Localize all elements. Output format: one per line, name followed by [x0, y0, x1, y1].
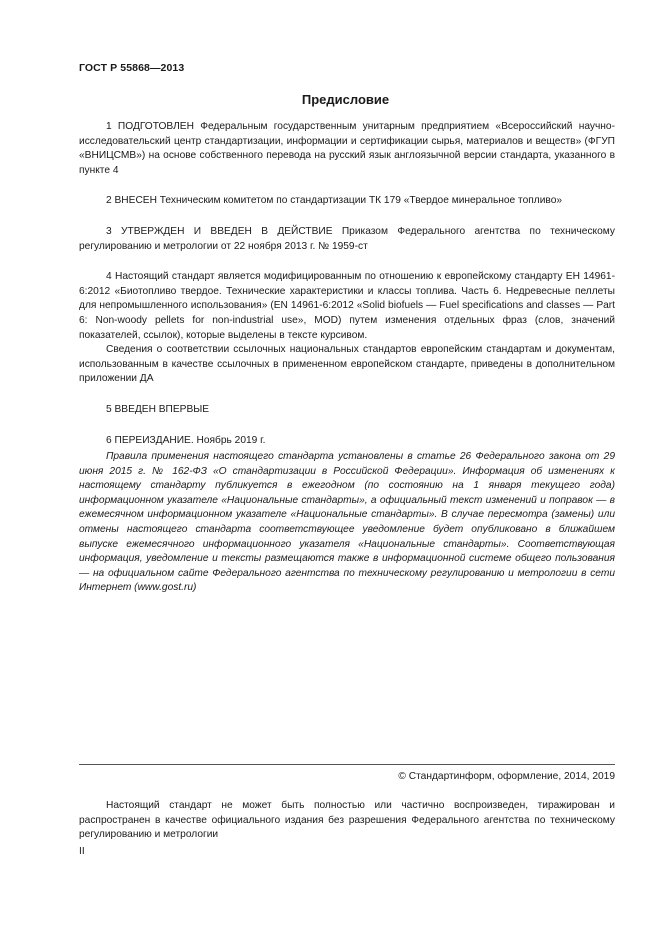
paragraph-2: 2 ВНЕСЕН Техническим комитетом по стандартизации ТК 179 «Твердое минеральное топливо» — [106, 195, 563, 207]
page-number: II — [79, 846, 85, 857]
page-title: Предисловие — [301, 92, 390, 107]
paragraph-3: 3 УТВЕРЖДЕН И ВВЕДЕН В ДЕЙСТВИЕ Приказом Федерального агентства по техническому регулированию и метрологии от 22 ноября 2013 г. № 1959-ст — [79, 225, 615, 252]
reproduction-notice: Настоящий стандарт не может быть полностью или частично воспроизведен, тиражирован и распространен в качестве официального издания без разрешения Федерального агентства по техническому регулированию и метрологии — [79, 800, 615, 841]
paragraph-4-references: Сведения о соответствии ссылочных национальных стандартов европейским стандартам и документам, использованным в качестве ссылочных в примененном европейском стандарте, приведены в дополнительном приложении ДА — [79, 344, 615, 385]
paragraph-1: 1 ПОДГОТОВЛЕН Федеральным государственным унитарным предприятием «Всероссийский научно-исследовательский центр стандартизации, информации и сертификации сырья, материалов и веществ» (ФГУП «ВНИЦСМВ») на основе собственного перевода на русский язык англоязычной версии стандарта, указанного в пункте 4 — [79, 121, 615, 176]
rules-note: Правила применения настоящего стандарта установлены в статье 26 Федерального закона от 29 июня 2015 г. № 162-ФЗ «О стандартизации в Российской Федерации». Информация об изменениях к настоящему стандарту публикуется в ежегодном (по состоянию на 1 января текущего года) информационном указателе «Национальные стандарты», а официальный текст изменений и поправок — в ежемесячном информационном указателе «Национальные стандарты». В случае пересмотра (замены) или отмены настоящего стандарта соответствующее уведомление будет опубликовано в ближайшем выпуске ежемесячного информационного указателя «Национальные стандарты». Соответствующая информация, уведомление и тексты размещаются также в информационной системе общего пользования — на официальном сайте Федерального агентства по техническому регулированию и метрологии в сети Интернет (www.gost.ru) — [79, 451, 615, 594]
standard-id: ГОСТ Р 55868—2013 — [79, 62, 185, 74]
paragraph-4: 4 Настоящий стандарт является модифицированным по отношению к европейскому стандарту ЕН 14961-6:2012 «Биотопливо твердое. Технические характеристики и классы топлива. Часть 6. Недревесные пеллеты для непромышленного использования» (EN 14961-6:2012 «Solid biofuels — Fuel specifications and classes — Part 6: Non-woody pellets for non-industrial use», MOD) путем изменения отдельных фраз (слов, значений показателей, ссылок), которые выделены в тексте курсивом. — [79, 271, 615, 341]
paragraph-5: 5 ВВЕДЕН ВПЕРВЫЕ — [106, 403, 210, 415]
copyright: © Стандартинформ, оформление, 2014, 2019 — [398, 771, 615, 782]
divider — [79, 764, 615, 765]
foreword-body — [79, 120, 615, 448]
paragraph-6: 6 ПЕРЕИЗДАНИЕ. Ноябрь 2019 г. — [106, 434, 266, 446]
